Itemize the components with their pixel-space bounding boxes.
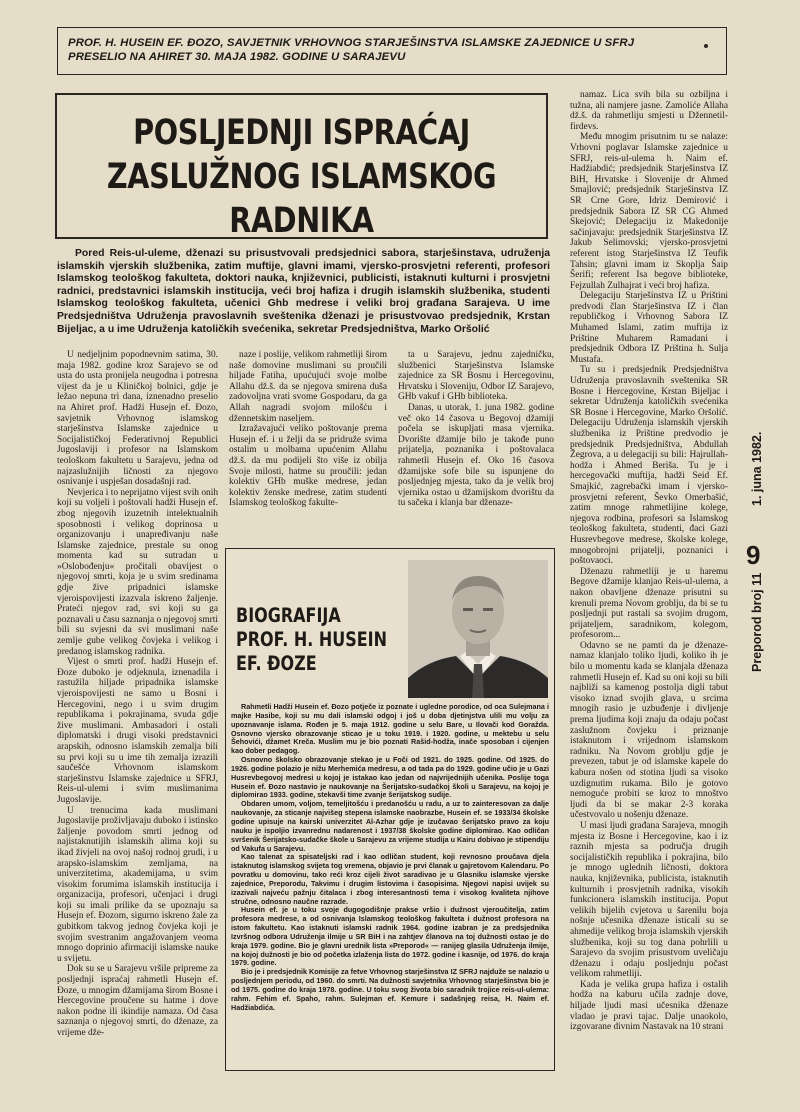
biography-title <box>236 604 387 676</box>
side-issue: Preporod broj 11 <box>750 572 764 672</box>
paragraph: Bio je i predsjednik Komisije za fetve Vrhovnog starješinstva IZ SFRJ najduže se nalazio u posljednjem periodu, od 1960. do smrti. Na dužnosti savjetnika Vrhovnog starješinstva bio je od 1975. godine do kraja 1978. godine. U toku svog života bio saradnik trojice reis-ul-ulema: rahm. Fehim ef. Spaho, rahm. Sulejman ef. Kemure i sadašnjeg reisa, H. Naim ef. Hadžiabdića. <box>231 967 549 1012</box>
paragraph: Kada je velika grupa hafiza i ostalih hodža na kaburu učila zadnje dove, hiljade ljudi masi učesnika dženaze vladao je pravi tajac. Dalje unaokolo, izgovarane divnim Nastavak na 10 strani <box>570 979 728 1033</box>
paragraph: Tu su i predsjednik Predsjedništva Udruženja pravoslavnih sveštenika SR Bosne i Hercegovine, Krstan Bijeljac i sekretar Udruženja katoličkih svećenika SR Bosne i Hercegovine, Marko Oršolić. Delegaciju Udruženja islamskih vjerskih službenika iz Prištine predvodio je predsjednik Predsjedništva, Abdullah Žegrova, a u delegaciji su bili: Hajrullah-hodža i Ahmed Beriša. Tu je i hercegovački muftija, hadži Seid Ef. Smajkić, zagrebački imam i vjersko-prosvjetni referent, Ševko Omerbašić, zatim mnoge rahmetlijine kolege, njegova rodbina, profesori sa Islamskog teološkog fakulteta, studenti, đaci Gazi Husrevbegove medrese, školske kolege, mnogobrojni prijatelji, poznanici i poštovaoci. <box>570 365 728 567</box>
header-text <box>68 37 718 64</box>
biography-title-line-3: EF. ĐOZE <box>236 652 317 675</box>
portrait-photo <box>408 560 548 698</box>
headline-line-1: POSLJEDNJI ISPRAĆAJ <box>133 113 470 153</box>
side-page-number: 9 <box>746 540 761 570</box>
paragraph: Obdaren umom, voljom, temeljitošću i predanošću u radu, a uz to zainteresovan za dalje naukovanje, za sticanje najvišeg stepena islamske naobrazbe, Husein ef. se 1933/34 školske godine upisuje na kairski univerzitet Al-Azhar gdje je izučavao šerijatsko pravo za koju nauku je ispoljio izvanrednu nadarenost i 1937/38 školske godine diplomirao. Kao odličan svršenik Šerijatsko-sudačke škole u Sarajevu za vrijeme studija u Kairu dobivao je stipendiju od Vakufa u Sarajevu. <box>231 799 549 853</box>
side-date: 1. juna 1982. <box>750 431 764 506</box>
article-column-3 <box>398 350 554 536</box>
headline <box>103 111 499 243</box>
paragraph: Delegaciju Starješinstva IZ u Prištini predvodi član Starješinstva IZ i član republičkog i Vrhovnog Sabora IZ Muhamed Islami, zatim muftija iz Prištine Muharem Ramadani i predsjednik Odbora IZ Priština h. Sulja Mustafa. <box>570 291 728 365</box>
biography-text <box>231 703 549 1067</box>
header-line-1: PROF. H. HUSEIN EF. ĐOZO, SAVJETNIK VRHOVNOG STARJEŠINSTVA ISLAMSKE ZAJEDNICE U SFRJ <box>68 37 635 49</box>
article-column-2 <box>229 350 387 536</box>
paragraph: namaz. Lica svih bila su ozbiljna i tužna, ali namjere jasne. Zamoliće Allaha dž.š. da rahmetliju smjesti u Džennetil-firdevs. <box>570 90 728 132</box>
paragraph: ta u Sarajevu, jednu zajedničku, službenici Starješinstva Islamske zajednice za SR Bosnu i Hercegovinu, Hrvatsku i Sloveniju, Odbor IZ Sarajevo, GHb vakuf i GHb biblioteka. <box>398 350 554 403</box>
paragraph: Dženazu rahmetliji je u haremu Begove džamije klanjao Reis-ul-ulema, a nakon obavljene dženaze prisutni su krenuli prema Novom groblju, da bi se tu posljednji put rastali sa svojim drugom, prijateljem, saradnikom, kolegom, profesorom... <box>570 566 728 641</box>
article-column-4 <box>570 90 728 1112</box>
paragraph: Rahmetli Hadži Husein ef. Đozo potječe iz poznate i ugledne porodice, od oca Sulejmana i majke Hasibe, koji su mu dali islamski odgoj i još u doba djetinjstva ulili mu volju za upoznavanje islama. Rođen je 5. maja 1912. godine u selu Bare, u Ilovači kod Goražda. Osnovno vjersko obrazovanje sticao je u toku 1919. i 1920. godine, u mektebu u selu Šehovići, džamet Kreča. Muslim mu je bio poznati Rašid-hodža, inače sposoban i cijenjen kao dober pedagog. <box>231 703 549 756</box>
paragraph: U nedjeljnim popodnevnim satima, 30. maja 1982. godine kroz Sarajevo se od usta do usta pronijela neugodna i potresna vijest da je u Kliničkoj bolnici, gdje je ležao nepuna tri dana, iznenadno preselio na Ahiret prof. Hadži Husejn ef. Đozo, savjetnik Vrhovnog islamskog starješinstva Islamske zajednice u Socijalističkoj Federativnoj Republici Jugoslaviji i profesor na Islamskom teološkom fakultetu u Sarajevu, jedna od najzaslužnijih ličnosti za njegovo osnivanje i uspješan dosadašnji rad. <box>57 350 218 488</box>
lead-paragraph: Pored Reis-ul-uleme, dženazi su prisustvovali predsjednici sabora, starješinstava, udruženja islamskih vjerskih službenika, zatim muftije, glavni imami, vjersko-prosvjetni referenti, profesori Islamskog teološkog fakulteta, doktori nauka, književnici, publicisti, istaknuti kulturni i prosvjetni radnici, predstavnici islamskih institucija, veći broj hafiza i drugih islamskih službenika, studenti Islamskog teološkog fakulteta, učenici Ghb medrese i veliki broj građana Sarajeva. U ime Predsjedništva Udruženja pravoslavnih sveštenika dženazi je prisustvovao predsjednik, Krstan Bijeljac, a u ime Udruženja katoličkih svećenika, sekretar Predsjedništva, Marko Oršolić <box>57 248 550 335</box>
biography-title-line-1: BIOGRAFIJA <box>236 604 341 627</box>
header-bullet <box>704 44 708 48</box>
paragraph: U masi ljudi građana Sarajeva, mnogih mjesta iz Bosne i Hercegovine, kao i iz raznih mjesta sa područja drugih socijalističkih republika i pokrajina, bilo je mnogo uglednih ličnosti, doktora nauka, književnika, publicista, istaknutih kulturnih i prosvjetnih radnika, visokih funkcionera islamskih institucija. Poput velikih bijelih cvjetova u šarenilu boja nošnje učesnika dženaze isticali su se ahmedije velikog broja islamskih vjerskih službenika, koji su tog dana pohrlili u Sarajevo da svojim prisustvom uveličaju dženazu i odaju posljednju počast velikom rahmetliji. <box>570 820 728 980</box>
paragraph: Među mnogim prisutnim tu se nalaze: Vrhovni poglavar Islamske zajednice u SFRJ, reis-ul-ulema h. Naim ef. Hadžiabdić; predsjednik Starješinstva IZ BiH, Hrvatske i Slovenije dr Ahmed Smajlović; predsjednik Starješinstva IZ SR Crne Gore, Idriz Demirović i predsjednik Sabora IZ SR CG Ahmed Skejović; Delegaciju iz Makedonije sačinjavaju: predsjednik Starješinstva IZ Jakub Selimovski; vjersko-prosvjetni referent istog Starješinstva IZ Teufik Tahsin; glavni imam iz Skoplja Šaip Šerifi; referent Isa begove biblioteke, Fejzullah Zulhajrat i veći broj hafiza. <box>570 132 728 291</box>
paragraph: Danas, u utorak, 1. juna 1982. godine več oko 14 časova u Begovoj džamiji počela se iskupljati masa vjernika. Dvorište džamije bilo je takođe puno prijatelja, poznanika i poštovalaca rahmetli Husejn ef. Oko 16 časova džamijske sofe bile su ispunjene do posljednjeg mjesta, tako da je velik broj vjernika ostao u džamijskom dvorištu da tu sačeka i klanja bar dženaze- <box>398 402 554 509</box>
paragraph: Dok su se u Sarajevu vršile pripreme za posljednji ispraćaj rahmetli Husejn ef. Đoze, u mnogim džamijama širom Bosne i Hercegovine proučene su hatme i dove nakon podne ili ikindije namaza. Od časa saznanja o njegovoj smrti, do dženaze, za vrijeme dže- <box>57 964 218 1038</box>
paragraph: Odavno se ne pamti da je dženaze-namaz klanjalo toliko ljudi, koliko ih je bilo u momentu kada se klanjala dženaza rahmetli Husejn ef. Kad su oni koji su bili najbliži sa kamenog postolja digli tabut visoko iznad svojih glava, u srcima mnogih rasio je uzbuđenje i divljenje prema ljudima koji znaju da odaju počast zaslužnom čovjeku i priznanje istaknutom i vrijednom islamskom radniku. Na Novom groblju gdje je prevezen, tabut je od islamske kapele do kabura nošen od stotina ljudi sa visoko uzdignutim rukama. Bilo je gotovo nemoguće probiti se kroz to mnoštvo ljudi da bi se makar 2-3 koraka učestvovalo u nošenju dženaze. <box>570 640 728 821</box>
paragraph: Husein ef. je u toku svoje dugogodišnje prakse vršio i dužnost vjeroučitelja, zatim profesora medrese, a od osnivanja Islamskog teološkog fakulteta i dužnost profesora na istom fakultetu. Kao istaknuti islamski radnik 1964. godine izabran je za predsjednika Izvršnog odbora Udruženja ilmije u SR BiH i na zahtjev članova na toj dužnosti ostao je do kraja 1979. godine. Bio je glavni urednik lista »Preporod« — ranijeg glasila Udruženja ilmije, na kojoj dužnosti je bio od početka izlaženja lista do 1972. godine i kasnije, od 1976. do kraja 1979. godine. <box>231 905 549 968</box>
side-footer <box>742 431 782 1080</box>
paragraph: Izražavajući veliko poštovanje prema Husejn ef. i u želji da se pridruže svima ostalim u molbama upućenim Allahu dž.š. da mu podijeli što više iz obilja Svoje milosti, hatme su proučili: jedan kolektiv GHb muške medrese, jedan kolektiv ženske medrese, zatim studenti Islamskog teološkog fakulte- <box>229 424 387 509</box>
paragraph: U trenucima kada muslimani Jugoslavije proživljavaju duboko i istinsko žaljenje povodom smrti jednog od najistaknutijih islamskih alima koji su ikad živjeli na ovoj našoj rodnoj grudi, i u arapsko-islamskim zemljama, na univerzitetima, akademijama, u svim visokim forumima islamskih institucija i organizacija, profesori, učenjaci i drugi koji su imali prilike da se upoznaju sa Husejn ef. Đozom, sigurno iskreno žale za gubitkom takvog jednog čovjeka koji je svojim svestranim angažovanjem veoma mnogo doprinio afirmaciji islamske nauke u svijetu. <box>57 805 218 964</box>
paragraph: Nevjerica i to neprijatno vijest svih onih koji su voljeli i poštovali hadži Husejn ef. zbog njegovih izuzetnih intelektualnih sposobnosti i velikog doprinosa u organizovanju i unapređivanju naše Islamske zajednice, prestale su onog momenta kad su sutradan u »Oslobođenju« pročitali obavijest o njegovoj smrti, koja je u svim sredinama gdje žive pripadnici islamske vjeroispovijesti izazvala iskreno žaljenje. Prateći njegov rad, svi koji su ga poznavali u času saznanja o njegovoj smrti bili su svjesni da svi muslimani naše zemlje gube velikog čovjeka i velikog i predanog islamskog radnika. <box>57 487 218 657</box>
paragraph: Kao talenat za spisateljski rad i kao odličan student, koji revnosno proučava djela istaknutog islamskog svijeta tog vremena, objavio je prvi članak u gajretovom Kalendaru. Po povratku u domovinu, tako reći kroz cijeli život saradivao je u Glasniku islamske vjerske zajednice, Preporodu, Takvimu i drugim listovima i časopisima. Njegovi napisi uvijek su izazivali najveću pažnju čitalaca i zbog interesantnosti tema i visokog kvaliteta njihove stručne, odnosno naučne razrade. <box>231 852 549 906</box>
header-line-2: PRESELIO NA AHIRET 30. MAJA 1982. GODINE U SARAJEVU <box>68 50 406 63</box>
paragraph: Osnovno školsko obrazovanje stekao je u Foči od 1921. do 1925. godine. Od 1925. do 1926. godine polazio je nižu Merhemića medresu, a od tada pa do 1929. godine učio je u Gazi Husrevbegovoj medresi u kojoj je istakao kao jedan od najvrijednijih učenika. Poslije toga Husein ef. Đozo nastavio je naukovanje na Šerijatsko-sudačkoj školi u Sarajevu, na kojoj je diplomirao 1933. godine, stekavši time zvanje šerijatskog sudije. <box>231 755 549 800</box>
article-column-1 <box>57 350 218 1112</box>
paragraph: naze i poslije, velikom rahmetliji širom naše domovine muslimani su proučili hiljade Fatiha, upućujući svoje molbe Allahu dž.š. da se njegova smirena duša zadovoljna vrati svome Gospodaru, da ga Allah nagradi svojom milošću i džennetskim naseljem. <box>229 350 387 424</box>
biography-title-line-2: PROF. H. HUSEIN <box>236 628 388 651</box>
headline-line-2: ZASLUŽNOG ISLAMSKOG RADNIKA <box>106 157 497 241</box>
paragraph: Vijest o smrti prof. hadži Husejn ef. Đoze duboko je odjeknula, iznenadila i rastužila hiljade pripadnika islamske vjeroispovijesti ne samo u Bosni i Hercegovini, nego i u svim drugim republikama i pokrajinama, svuda gdje žive muslimani. Ambasadori i ostali diplomatski i drugi visoki predstavnici arapskih, odnosno islamskih zemalja bili su prvi koji su u ime tih zemalja izrazili saučešće Vrhovnom islamskom starješinstvu Islamske zajednice u SFRJ, Reis-ul-ulemi i svim muslimanima Jugoslavije. <box>57 657 218 805</box>
